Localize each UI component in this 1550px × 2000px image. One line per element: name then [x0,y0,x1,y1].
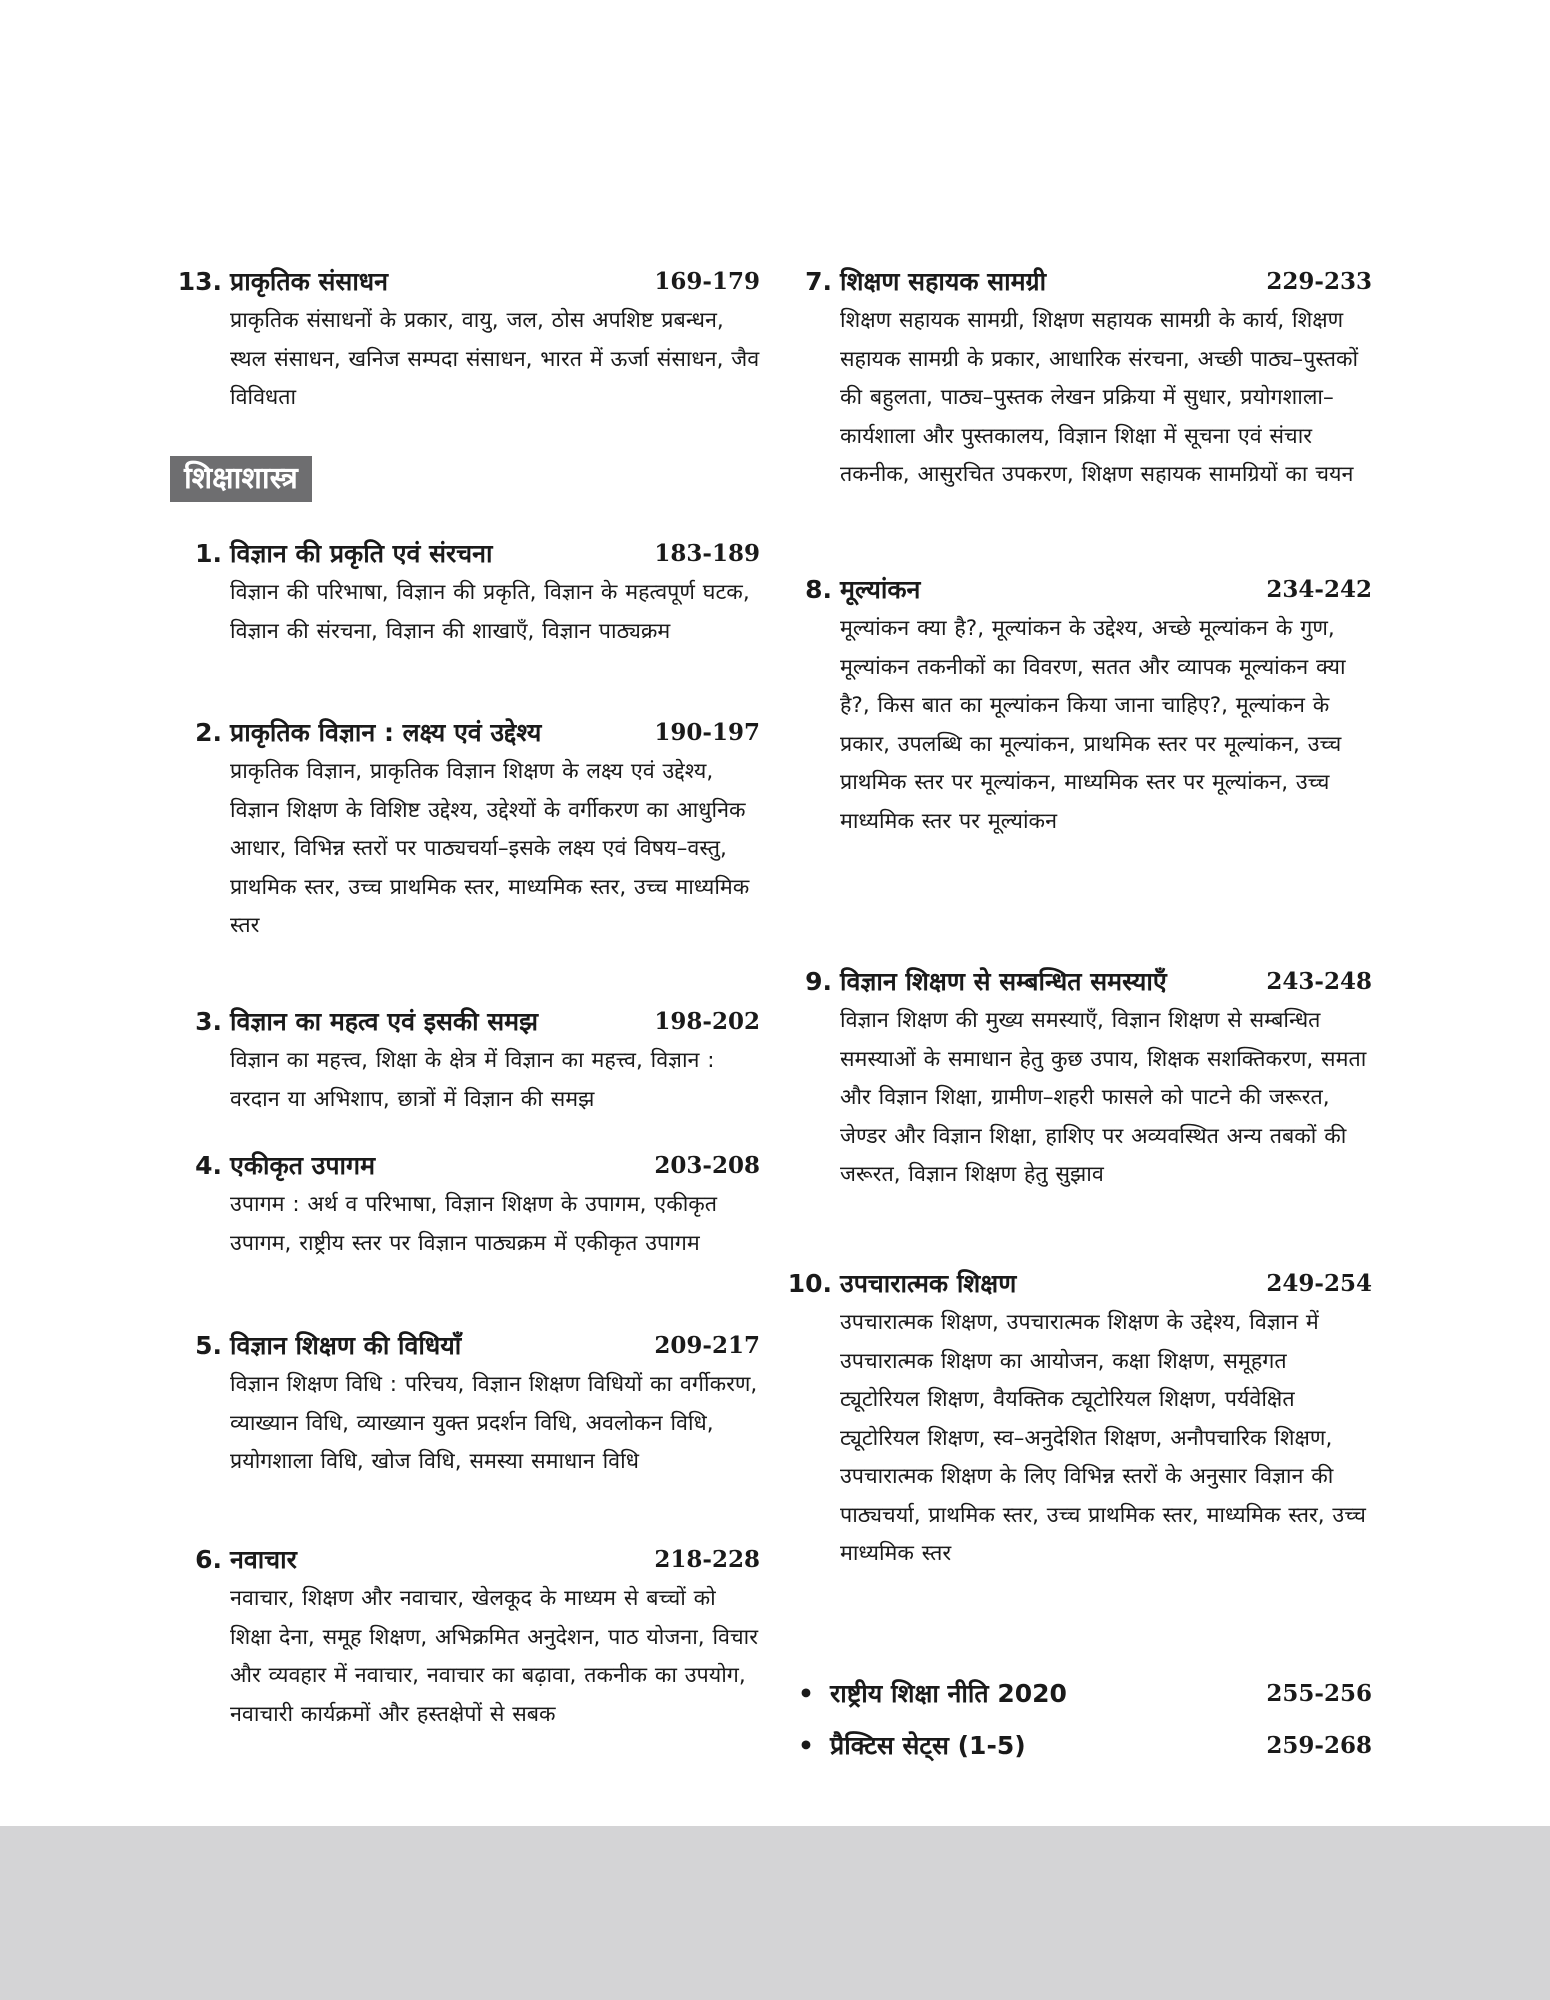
toc-entry-importance-of-science[interactable] [180,1002,760,1119]
bullet-page-range: 255-256 [1266,1680,1372,1707]
toc-bullet-practice-sets[interactable] [790,1726,1372,1766]
entry-number: 4. [195,1151,222,1180]
entry-number: 7. [805,267,832,296]
toc-entry-natural-science-aims[interactable] [180,713,760,946]
toc-entry-heading [180,713,760,753]
entry-page-range: 218-228 [654,1546,760,1573]
entry-description: विज्ञान शिक्षण की मुख्य समस्याएँ, विज्ञान शिक्षण से सम्बन्धित समस्याओं के समाधान हेतु कुछ उपाय, शिक्षक सशक्तिकरण, समता और विज्ञान शिक्षा, ग्रामीण–शहरी फासले को पाटने की जरूरत, जेण्डर और विज्ञान शिक्षा, हाशिए पर अव्यवस्थित अन्य तबकों की जरूरत, विज्ञान शिक्षण हेतु सुझाव [840,1008,1367,1187]
toc-entry-science-teaching-problems[interactable] [790,962,1372,1195]
entry-description: प्राकृतिक संसाधनों के प्रकार, वायु, जल, ठोस अपशिष्ट प्रबन्धन, स्थल संसाधन, खनिज सम्पदा संसाधन, भारत में ऊर्जा संसाधन, जैव विविधता [230,308,760,410]
toc-entry-innovation[interactable] [180,1540,760,1734]
entry-number: 2. [195,718,222,747]
entry-title: शिक्षण सहायक सामग्री [840,267,1047,296]
entry-description: मूल्यांकन क्या है?, मूल्यांकन के उद्देश्य, अच्छे मूल्यांकन के गुण, मूल्यांकन तकनीकों का विवरण, सतत और व्यापक मूल्यांकन क्या है?, किस बात का मूल्यांकन किया जाना चाहिए?, मूल्यांकन के प्रकार, उपलब्धि का मूल्यांकन, प्राथमिक स्तर पर मूल्यांकन, उच्च प्राथमिक स्तर पर मूल्यांकन, माध्यमिक स्तर पर मूल्यांकन, उच्च माध्यमिक स्तर पर मूल्यांकन [840,616,1346,834]
toc-entry-heading [790,570,1372,610]
toc-entry-heading [180,1540,760,1580]
entry-page-range: 243-248 [1266,968,1372,995]
entry-description: उपचारात्मक शिक्षण, उपचारात्मक शिक्षण के उद्देश्य, विज्ञान में उपचारात्मक शिक्षण का आयोजन, कक्षा शिक्षण, समूहगत ट्यूटोरियल शिक्षण, वैयक्तिक ट्यूटोरियल शिक्षण, पर्यवेक्षित ट्यूटोरियल शिक्षण, स्व–अनुदेशित शिक्षण, अनौपचारिक शिक्षण, उपचारात्मक शिक्षण के लिए विभिन्न स्तरों के अनुसार विज्ञान की पाठ्यचर्या, प्राथमिक स्तर, उच्च प्राथमिक स्तर, माध्यमिक स्तर, उच्च माध्यमिक स्तर [840,1310,1366,1566]
entry-page-range: 190-197 [654,719,760,746]
toc-entry-remedial-teaching[interactable] [787,1264,1372,1574]
entry-page-range: 183-189 [654,540,760,567]
entry-title: प्राकृतिक विज्ञान : लक्ष्य एवं उद्देश्य [230,718,542,747]
entry-title: नवाचार [230,1545,297,1574]
toc-entry-evaluation[interactable] [790,570,1372,841]
entry-page-range: 203-208 [654,1152,760,1179]
section-heading-pedagogy: शिक्षाशास्त्र [170,456,312,502]
entry-number: 13. [177,267,222,296]
entry-number: 8. [805,575,832,604]
entry-description: विज्ञान शिक्षण विधि : परिचय, विज्ञान शिक्षण विधियों का वर्गीकरण, व्याख्यान विधि, व्याख्यान युक्त प्रदर्शन विधि, अवलोकन विधि, प्रयोगशाला विधि, खोज विधि, समस्या समाधान विधि [230,1372,758,1474]
entry-page-range: 229-233 [1266,268,1372,295]
toc-entry-heading [787,1264,1372,1304]
entry-title: विज्ञान का महत्व एवं इसकी समझ [230,1007,539,1036]
entry-description: शिक्षण सहायक सामग्री, शिक्षण सहायक सामग्री के कार्य, शिक्षण सहायक सामग्री के प्रकार, आधारिक संरचना, अच्छी पाठ्य–पुस्तकों की बहुलता, पाठ्य–पुस्तक लेखन प्रक्रिया में सुधार, प्रयोगशाला–कार्यशाला और पुस्तकालय, विज्ञान शिक्षा में सूचना एवं संचार तकनीक, आसुरचित उपकरण, शिक्षण सहायक सामग्रियों का चयन [840,308,1359,487]
entry-description: विज्ञान का महत्त्व, शिक्षा के क्षेत्र में विज्ञान का महत्त्व, विज्ञान : वरदान या अभिशाप, छात्रों में विज्ञान की समझ [230,1048,715,1112]
entry-title: विज्ञान शिक्षण की विधियाँ [230,1331,462,1360]
entry-number: 5. [195,1331,222,1360]
bullet-page-range: 259-268 [1266,1732,1372,1759]
entry-page-range: 169-179 [654,268,760,295]
toc-entry-heading [177,262,760,302]
entry-page-range: 234-242 [1266,576,1372,603]
toc-entry-heading [180,534,760,574]
entry-title: प्राकृतिक संसाधन [230,267,389,296]
entry-page-range: 198-202 [654,1008,760,1035]
entry-page-range: 249-254 [1266,1270,1372,1297]
entry-number: 1. [195,539,222,568]
entry-number: 6. [195,1545,222,1574]
bullet-title: राष्ट्रीय शिक्षा नीति 2020 [830,1679,1067,1708]
entry-title: विज्ञान शिक्षण से सम्बन्धित समस्याएँ [840,967,1167,996]
toc-entry-nature-of-science[interactable] [180,534,760,651]
entry-number: 9. [805,967,832,996]
toc-bullet-nep-2020[interactable] [790,1674,1372,1714]
toc-entry-teaching-methods[interactable] [180,1326,760,1482]
bullet-icon: • [798,1731,814,1760]
entry-description: नवाचार, शिक्षण और नवाचार, खेलकूद के माध्यम से बच्चों को शिक्षा देना, समूह शिक्षण, अभिक्रमित अनुदेशन, पाठ योजना, विचार और व्यवहार में नवाचार, नवाचार का बढ़ावा, तकनीक का उपयोग, नवाचारी कार्यक्रमों और हस्तक्षेपों से सबक [230,1586,758,1727]
page-footer-band [0,1826,1550,2000]
entry-title: उपचारात्मक शिक्षण [840,1269,1017,1298]
bullet-icon: • [798,1679,814,1708]
toc-entry-heading [180,1326,760,1366]
toc-entry-heading [180,1146,760,1186]
entry-description: प्राकृतिक विज्ञान, प्राकृतिक विज्ञान शिक्षण के लक्ष्य एवं उद्देश्य, विज्ञान शिक्षण के विशिष्ट उद्देश्य, उद्देश्यों के वर्गीकरण का आधुनिक आधार, विभिन्न स्तरों पर पाठ्यचर्या–इसके लक्ष्य एवं विषय–वस्तु, प्राथमिक स्तर, उच्च प्राथमिक स्तर, माध्यमिक स्तर, उच्च माध्यमिक स्तर [230,759,750,938]
bullet-title: प्रैक्टिस सेट्स (1-5) [830,1731,1026,1760]
entry-title: एकीकृत उपागम [230,1151,376,1180]
toc-entry-heading [180,1002,760,1042]
entry-description: उपागम : अर्थ व परिभाषा, विज्ञान शिक्षण के उपागम, एकीकृत उपागम, राष्ट्रीय स्तर पर विज्ञान पाठ्यक्रम में एकीकृत उपागम [230,1192,718,1256]
entry-number: 3. [195,1007,222,1036]
toc-entry-natural-resources[interactable] [177,262,760,418]
entry-description: विज्ञान की परिभाषा, विज्ञान की प्रकृति, विज्ञान के महत्वपूर्ण घटक, विज्ञान की संरचना, विज्ञान की शाखाएँ, विज्ञान पाठ्यक्रम [230,580,750,644]
entry-number: 10. [787,1269,832,1298]
toc-entry-integrated-approach[interactable] [180,1146,760,1263]
entry-title: विज्ञान की प्रकृति एवं संरचना [230,539,493,568]
entry-title: मूल्यांकन [840,575,921,604]
toc-entry-heading [790,962,1372,1002]
entry-page-range: 209-217 [654,1332,760,1359]
toc-entry-teaching-aids[interactable] [790,262,1372,495]
toc-entry-heading [790,262,1372,302]
